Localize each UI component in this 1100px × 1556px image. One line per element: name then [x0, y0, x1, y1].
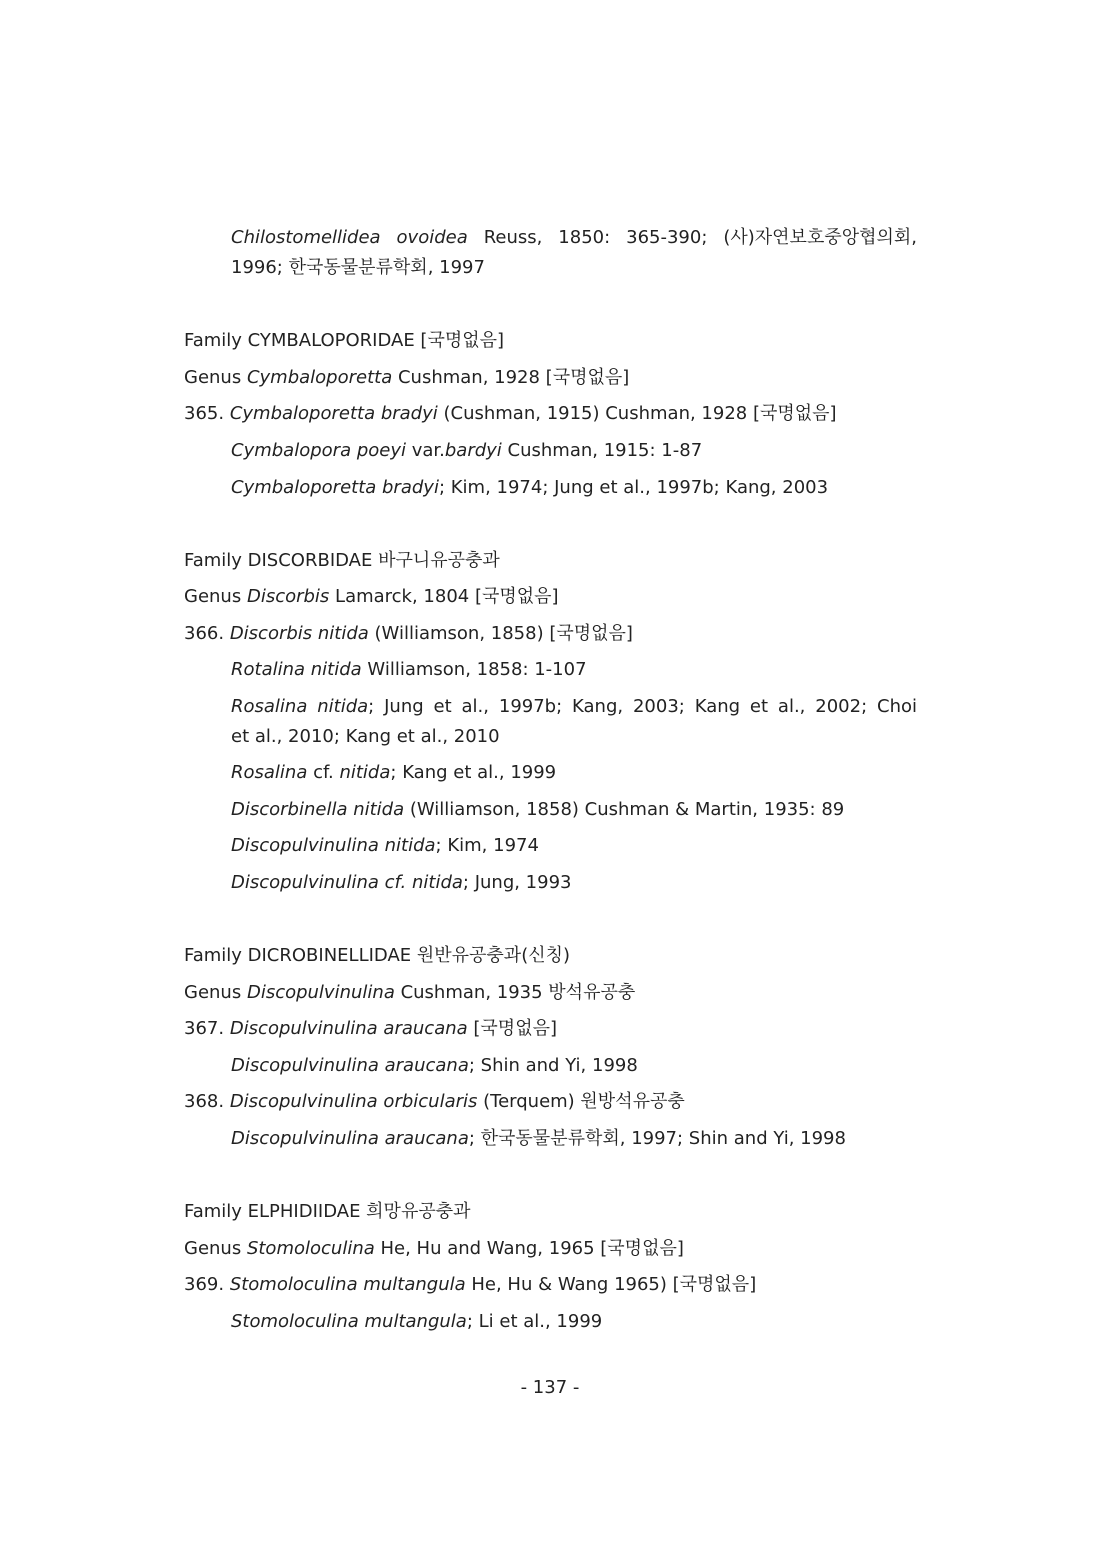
species-entry	[184, 622, 633, 646]
synonym-line-continued	[231, 256, 485, 280]
text-segment: cf.	[307, 762, 340, 783]
species-entry	[184, 402, 837, 426]
taxon-name: Rotalina nitida	[231, 659, 362, 680]
text-segment: Cushman, 1915: 1-87	[501, 440, 703, 461]
synonym-line	[231, 798, 844, 822]
synonym-line	[231, 1310, 602, 1334]
text-segment: Genus	[184, 367, 247, 388]
synonym-line	[231, 834, 539, 858]
text-segment: Family CYMBALOPORIDAE [국명없음]	[184, 330, 505, 351]
synonym-line	[231, 439, 702, 463]
text-segment: Family DISCORBIDAE 바구니유공충과	[184, 550, 500, 571]
text-segment: (Williamson, 1858) Cushman & Martin, 1935: 89	[404, 799, 845, 820]
synonym-line-continued	[231, 725, 500, 749]
genus-heading	[184, 585, 559, 609]
taxon-name: nitida	[339, 762, 391, 783]
taxon-name: Discopulvinulina orbicularis	[229, 1091, 478, 1112]
text-segment: (Williamson, 1858) [국명없음]	[368, 623, 633, 644]
text-segment: He, Hu & Wang 1965) [국명없음]	[465, 1274, 757, 1295]
text-segment: Genus	[184, 586, 247, 607]
synonym-line	[231, 871, 572, 895]
text-segment: 369.	[184, 1274, 230, 1295]
text-segment: ; Shin and Yi, 1998	[468, 1055, 638, 1076]
taxon-name: Cymbalopora poeyi	[231, 440, 406, 461]
text-segment: Cushman, 1935 방석유공충	[394, 982, 636, 1003]
text-segment: 1996; 한국동물분류학회, 1997	[231, 257, 485, 278]
text-segment: 366.	[184, 623, 230, 644]
page-number: - 137 -	[520, 1377, 580, 1398]
text-segment: Cushman, 1928 [국명없음]	[392, 367, 630, 388]
text-segment: (Terquem) 원방석유공충	[477, 1091, 685, 1112]
text-segment: var.	[405, 440, 445, 461]
taxon-name: Cymbaloporetta bradyi	[231, 477, 439, 498]
taxon-name: Rosalina	[231, 762, 308, 783]
synonym-line	[231, 761, 556, 785]
genus-heading	[184, 1237, 684, 1261]
taxon-name: Discopulvinulina araucana	[229, 1018, 468, 1039]
text-segment: (Cushman, 1915) Cushman, 1928 [국명없음]	[437, 403, 837, 424]
taxon-name: Discopulvinulina	[246, 982, 395, 1003]
text-segment: Lamarck, 1804 [국명없음]	[329, 586, 559, 607]
taxon-name: Rosalina nitida	[231, 696, 369, 717]
text-segment: ; Kim, 1974; Jung et al., 1997b; Kang, 2003	[438, 477, 829, 498]
text-segment: Family DICROBINELLIDAE 원반유공충과(신칭)	[184, 945, 571, 966]
text-segment: Genus	[184, 1238, 247, 1259]
synonym-line	[231, 658, 587, 682]
taxon-name: Cymbaloporetta bradyi	[229, 403, 438, 424]
taxon-name: Cymbaloporetta	[246, 367, 393, 388]
species-entry	[184, 1273, 756, 1297]
taxon-name: bardyi	[444, 440, 502, 461]
text-segment: Family ELPHIDIIDAE 희망유공충과	[184, 1201, 471, 1222]
synonym-line	[231, 226, 917, 250]
text-segment: ; Kim, 1974	[435, 835, 539, 856]
taxon-name: Discorbis	[246, 586, 330, 607]
taxon-name: Discopulvinulina araucana	[231, 1128, 469, 1149]
taxon-name: Stomoloculina multangula	[229, 1274, 466, 1295]
taxon-name: Discopulvinulina cf. nitida	[231, 872, 463, 893]
taxon-name: Stomoloculina	[246, 1238, 375, 1259]
family-heading	[184, 549, 500, 573]
taxon-name: Discorbis nitida	[229, 623, 369, 644]
species-entry	[184, 1017, 557, 1041]
synonym-line	[231, 1127, 846, 1151]
text-segment: ; Li et al., 1999	[466, 1311, 603, 1332]
text-segment: ; Kang et al., 1999	[390, 762, 557, 783]
taxon-name: Discorbinella nitida	[231, 799, 405, 820]
taxon-name: Stomoloculina multangula	[231, 1311, 467, 1332]
genus-heading	[184, 981, 635, 1005]
taxon-name: Chilostomellidea ovoidea	[231, 227, 468, 248]
text-segment: Williamson, 1858: 1-107	[361, 659, 587, 680]
text-segment: Genus	[184, 982, 247, 1003]
text-segment: ; 한국동물분류학회, 1997; Shin and Yi, 1998	[468, 1128, 846, 1149]
text-segment: et al., 2010; Kang et al., 2010	[231, 726, 500, 747]
text-segment: ; Jung, 1993	[462, 872, 572, 893]
synonym-line	[231, 1054, 638, 1078]
text-segment: 365.	[184, 403, 230, 424]
text-segment: ; Jung et al., 1997b; Kang, 2003; Kang et al., 2002; Choi	[368, 696, 918, 717]
text-segment: Reuss, 1850: 365-390; (사)자연보호중앙협의회,	[467, 227, 917, 248]
family-heading	[184, 1200, 471, 1224]
text-segment: He, Hu and Wang, 1965 [국명없음]	[374, 1238, 684, 1259]
text-segment: 368.	[184, 1091, 230, 1112]
synonym-line	[231, 695, 917, 719]
synonym-line	[231, 476, 828, 500]
family-heading	[184, 944, 570, 968]
text-segment: [국명없음]	[467, 1018, 557, 1039]
taxon-name: Discopulvinulina araucana	[231, 1055, 469, 1076]
species-entry	[184, 1090, 685, 1114]
genus-heading	[184, 366, 629, 390]
family-heading	[184, 329, 504, 353]
taxon-name: Discopulvinulina nitida	[231, 835, 436, 856]
text-segment: 367.	[184, 1018, 230, 1039]
